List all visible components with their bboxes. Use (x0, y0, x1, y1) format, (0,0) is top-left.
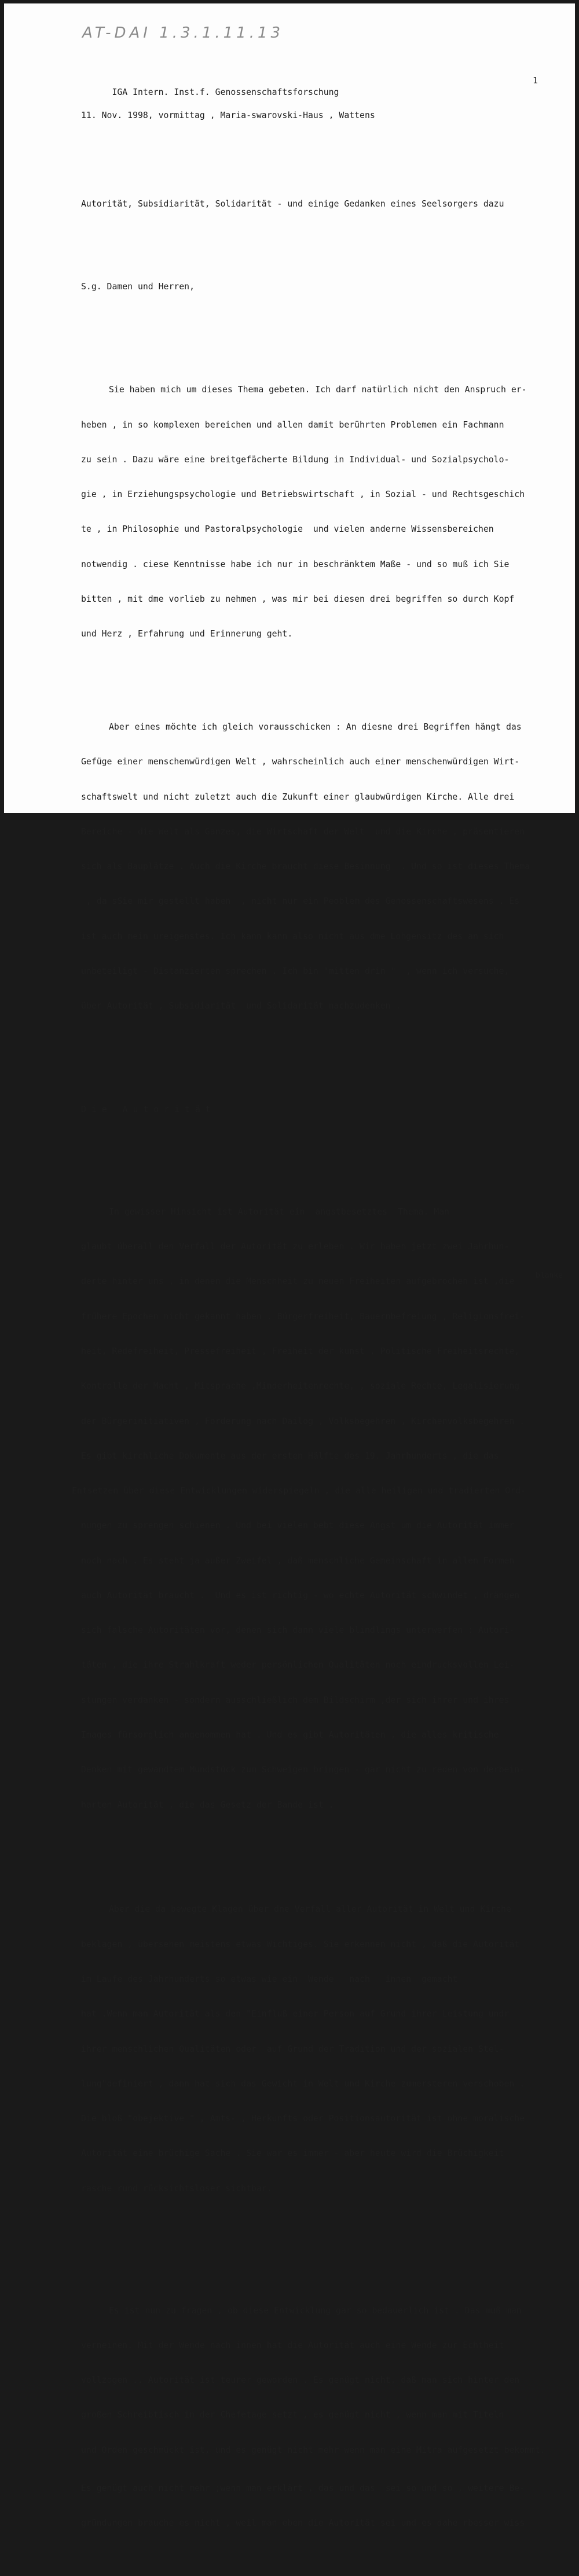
text-line: sich als Bauplätze . Auch die Kirche braucht diese Besinnung . Und so ist dieses Thema (81, 862, 530, 872)
page-number: 1 (533, 76, 538, 86)
text-line: der Bürgerinitiativen , Forderung nach Dailog , Volksbegehren , Kirchenvolksbegehren . (81, 1416, 525, 1426)
text-line: nungen zu sprengen schienen . Und bei vielen bebt diese Angst um die Autorität immer (81, 1521, 515, 1531)
section-heading: Die Autorität (81, 1105, 216, 1115)
text-line: gründungen brauche es nicht , weil man eben die Autorität sei und es dahe rbesser wiss (81, 2518, 525, 2529)
text-line: In gewisser Hinsicht ist Autorität ein angstbesetztes Thema. Man (109, 1206, 449, 1217)
paragraph-2 (81, 698, 576, 1036)
text-line: te , in Philosophie und Pastoralpsychologie und vielen anderne Wissensbereichen (81, 524, 494, 535)
text-line: Die bloß "obejektive " , Amts- , Herkunfts oder Positionsautorität ist ohne moralische (81, 2114, 525, 2124)
margin-note: blanke (536, 1271, 563, 1280)
text-line: großen Schreibtisch in der Chefetage setzt , es genügt nicht , wenn man mit Titeln (81, 2410, 504, 2420)
text-line: Aber die da bewegte Klagen über dne Verfall aller Autorität in Welt und Kirche (109, 1904, 511, 1915)
text-line: zu sein . Dazu wäre eine breitgefächerte Bildung in Individual- und Sozialpsycholo- (81, 454, 510, 465)
text-line: täten , die ihre Strahlkraft weder persönlichen Qualitäten noch eindrucksvollen Lei- (81, 1660, 515, 1670)
document-title: Autorität, Subsidiarität, Solidarität - und einige Gedanken eines Seelsorgers dazu (81, 199, 504, 209)
text-line: Sie haben mich um dieses Thema gebeten. Ich darf natürlich nicht den Anspruch er- (109, 385, 527, 395)
text-line: Es gibt kirchliche Dokumente aus der ersten Hälfte des 19. Jahrhunderts , die das (81, 1451, 499, 1461)
text-line: derte hinter uns , in denen die Menschheit zu neuen Freiheiten aufgebrochen ist ,die (81, 1276, 515, 1287)
text-line: und Herz , Erfahrung und Erinnerung geht. (81, 629, 293, 639)
header-institute: IGA Intern. Inst.f. Genossenschaftsforschung (112, 87, 339, 98)
text-line: Images fürsorglich angenommen hat . Und es gibt Autoritäten , die alles kritische (81, 1730, 499, 1740)
text-line: bitten , mit dme vorlieb zu nehmen , was mir bei diesen drei begriffen so durch Kopf (81, 594, 515, 605)
text-line: auch Autorität braucht . Und es ist richtig - wo echte Autorität schwindet , drängen (81, 1590, 520, 1600)
text-line: Denken mit gewandtem Mundstück zum Schweigen bringen - gar nicht zu reden von derbein- (81, 1765, 525, 1775)
text-line: frühere Epochen nicht gekannt haben . Bürgerfreiheit, Bauernbefreiung , Religionsfrei- (81, 1311, 525, 1322)
text-line: und Orden geschmückt ist, und es genügt nicht mehr wenn man eine Mitra aufgesetzt bekommt. (81, 2445, 545, 2455)
paragraph-5 (81, 2281, 576, 2552)
paragraph-1 (81, 361, 576, 663)
salutation: S.g. Damen und Herren, (81, 281, 195, 292)
archive-mark: AT-DAI 1.3.1.11.13 (82, 24, 284, 42)
text-line: vollzogen .. Autorität ist teurer geworden . Es genügt nicht, daß man sich hinter den (81, 2375, 520, 2386)
text-line: Es ist nun zu fragen , ob diese Entwicklung gar so bedauerlich ist . Das muß man (109, 2305, 522, 2316)
text-line: notwendig . ciese Kenntnisse habe ich nur in beschränktem Maße - und so muß ich Sie (81, 559, 510, 569)
text-line: verneinen. Mit der Wende nach innen hat die Autorität auch eine Wende zur Echtheit (81, 2340, 504, 2350)
text-line: unbeteiligt - Distanzierten sprechen . Ich bin "mitten drin " , wenn ich versuche, (81, 966, 510, 977)
text-line: sich falsche Autoritäten vor, denen sich dann viele blindlings unterwerfen : Autori- (81, 1625, 515, 1636)
text-line: Entsetzen über diese Entwicklungen widerspiegeln , die alle heiligen und tradierten Ord- (72, 1486, 526, 1496)
text-line: über Autorität , Subsidiarität und Solidarität nachzudenken . (81, 1001, 401, 1011)
typed-letter (72, 52, 576, 2576)
paragraph-4 (81, 1881, 576, 2218)
paragraph-3 (72, 1183, 576, 1846)
text-line: harten Autorität , die das Gesetz der Bande ist . (81, 1799, 334, 1810)
text-line: gie , in Erziehungspsychologie und Betriebswirtschaft , in Sozial - und Rechtsgeschich (81, 490, 525, 500)
text-line: Aber eines möchte ich gleich vorausschicken : An diesne drei Begriffen hängt das (109, 722, 522, 733)
text-line: heit, Redefreiheit, Pressefreiheit , Freiheit der kunst , Politische Freiheitsrechte, (81, 1346, 520, 1356)
text-line: Gefüge einer menschenwürdigen Welt , wahrscheinlich auch einer menschenwürdigen Wirt- (81, 757, 520, 767)
text-line: stungen verdanken - sondern ausschließlich dem Bildschirm ,der sich ihrer und ihres (81, 1695, 510, 1705)
text-line: hat .Wenn man Autorität als den "Einfluß einer Person auf Grund ihrer Leistung undr (81, 2009, 510, 2019)
text-line: ihrer menschlichen Qualitäten oder auf Grund der Tradition und der sozialen Stel- (81, 2044, 504, 2054)
text-line: Kontrolle der Macht , Mitsprache ,Minderheitenrechte, , soziale Rechte, Legalisierung (81, 1381, 520, 1392)
header-line-1 (81, 75, 576, 98)
text-line: schaftswelt und nicht zuletzt auch die Zukunft einer glaubwürdigen Kirche. Alle drei (81, 792, 515, 802)
text-line: Es genügt auch nicht mehr ;wenn man erklärt , das und das sei so und so , weitere Be- (81, 2483, 525, 2494)
text-line: rasche rund rücksichtsloser sichtbar. (81, 2183, 272, 2194)
text-line: Bereiche - die Welt als Ganzes, die Wirtschaft der Welt und die Kirche , präsentieren (81, 826, 525, 837)
text-line: noch nach . Es steht ja außer Zweifel , daß menschliche Gemeinschaft in allen Formen (81, 1555, 515, 1566)
text-line: ist auch mein ureigenstes. Ich kann kann also nicht aus dme Lohgensitz des an sich (81, 931, 504, 941)
header-line-2: 11. Nov. 1998, vormittag , Maria-swarovski-Haus , Wattens (81, 111, 375, 121)
text-line: lung"definiert , dann hat sich das Gewicht in Welt und Kirche zumersteren verschoben . (81, 2078, 525, 2089)
text-line: Autorität eine brüchige Sache . Sie war es immer - aber heute wird die Brüchigkeit (81, 2148, 504, 2159)
text-line: , da sSie mir gestellt haben , nicht nur ein Peoblem des Genossenschaftswesens . Es (81, 896, 520, 907)
text-line: im Laufe des Jahrhunderts so etwas wie ein Wende nach innen gemacht (81, 1974, 458, 1984)
text-line: heben , in so komplexen bereichen und allen damit berührten Problemen ein Fachmann (81, 419, 504, 430)
text-line: glaubt überall den Verfall der Autorität zu erleben . Wir haben jetzt zwei Jahrhun- (81, 1242, 510, 1252)
text-line: beklagen , übersehen meistens etwas Wichtiges. Sie erkennen nicht , daß die Autorität (81, 1939, 520, 1949)
document-page (4, 3, 575, 2529)
